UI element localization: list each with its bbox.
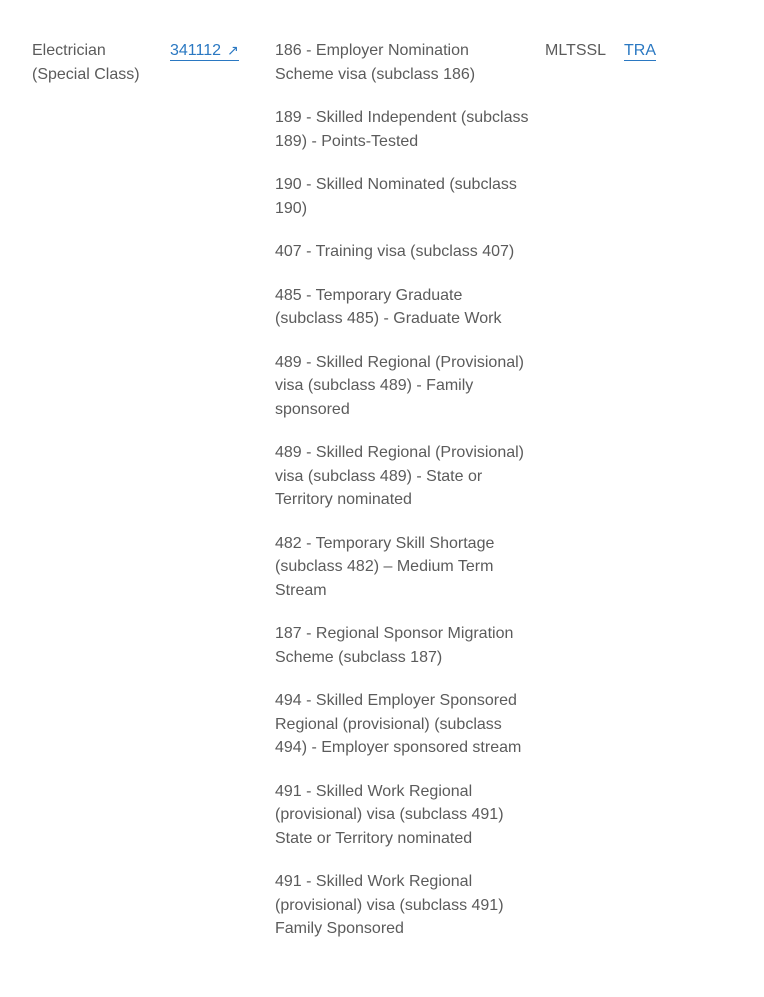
visa-item: 190 - Skilled Nominated (subclass 190) xyxy=(275,176,517,217)
skills-list-name: MLTSSL xyxy=(545,42,607,59)
visa-item: 482 - Temporary Skill Shortage (subclass 482) – Medium Term Stream xyxy=(275,534,495,599)
visa-item: 407 - Training visa (subclass 407) xyxy=(275,243,515,260)
visa-item: 489 - Skilled Regional (Provisional) visa (subclass 489) - Family sponsored xyxy=(275,353,525,418)
external-link-arrow-icon: ↗ xyxy=(227,42,239,58)
visa-item: 485 - Temporary Graduate (subclass 485) - Graduate Work xyxy=(275,286,502,327)
visa-list xyxy=(275,39,530,961)
visa-item: 187 - Regional Sponsor Migration Scheme (subclass 187) xyxy=(275,625,514,666)
visa-item: 491 - Skilled Work Regional (provisional) visa (subclass 491) Family Sponsored xyxy=(275,873,504,937)
visa-item: 489 - Skilled Regional (Provisional) visa (subclass 489) - State or Territory nominated xyxy=(275,444,525,508)
visa-item: 189 - Skilled Independent (subclass 189) - Points-Tested xyxy=(275,109,529,150)
visa-item: 186 - Employer Nomination Scheme visa (subclass 186) xyxy=(275,42,476,83)
assessing-authority-link[interactable]: TRA xyxy=(624,42,656,59)
anzsco-code-link[interactable] xyxy=(170,42,239,61)
anzsco-code-cell xyxy=(170,39,260,63)
occupation-name: Electrician (Special Class) xyxy=(32,42,140,83)
visa-item: 494 - Skilled Employer Sponsored Regional (provisional) (subclass 494) - Employer sponsored stream xyxy=(275,692,522,756)
anzsco-code-text: 341112 xyxy=(170,42,222,59)
visa-item: 491 - Skilled Work Regional (provisional) visa (subclass 491) State or Territory nominated xyxy=(275,782,504,847)
assessing-authority-cell xyxy=(624,39,656,63)
